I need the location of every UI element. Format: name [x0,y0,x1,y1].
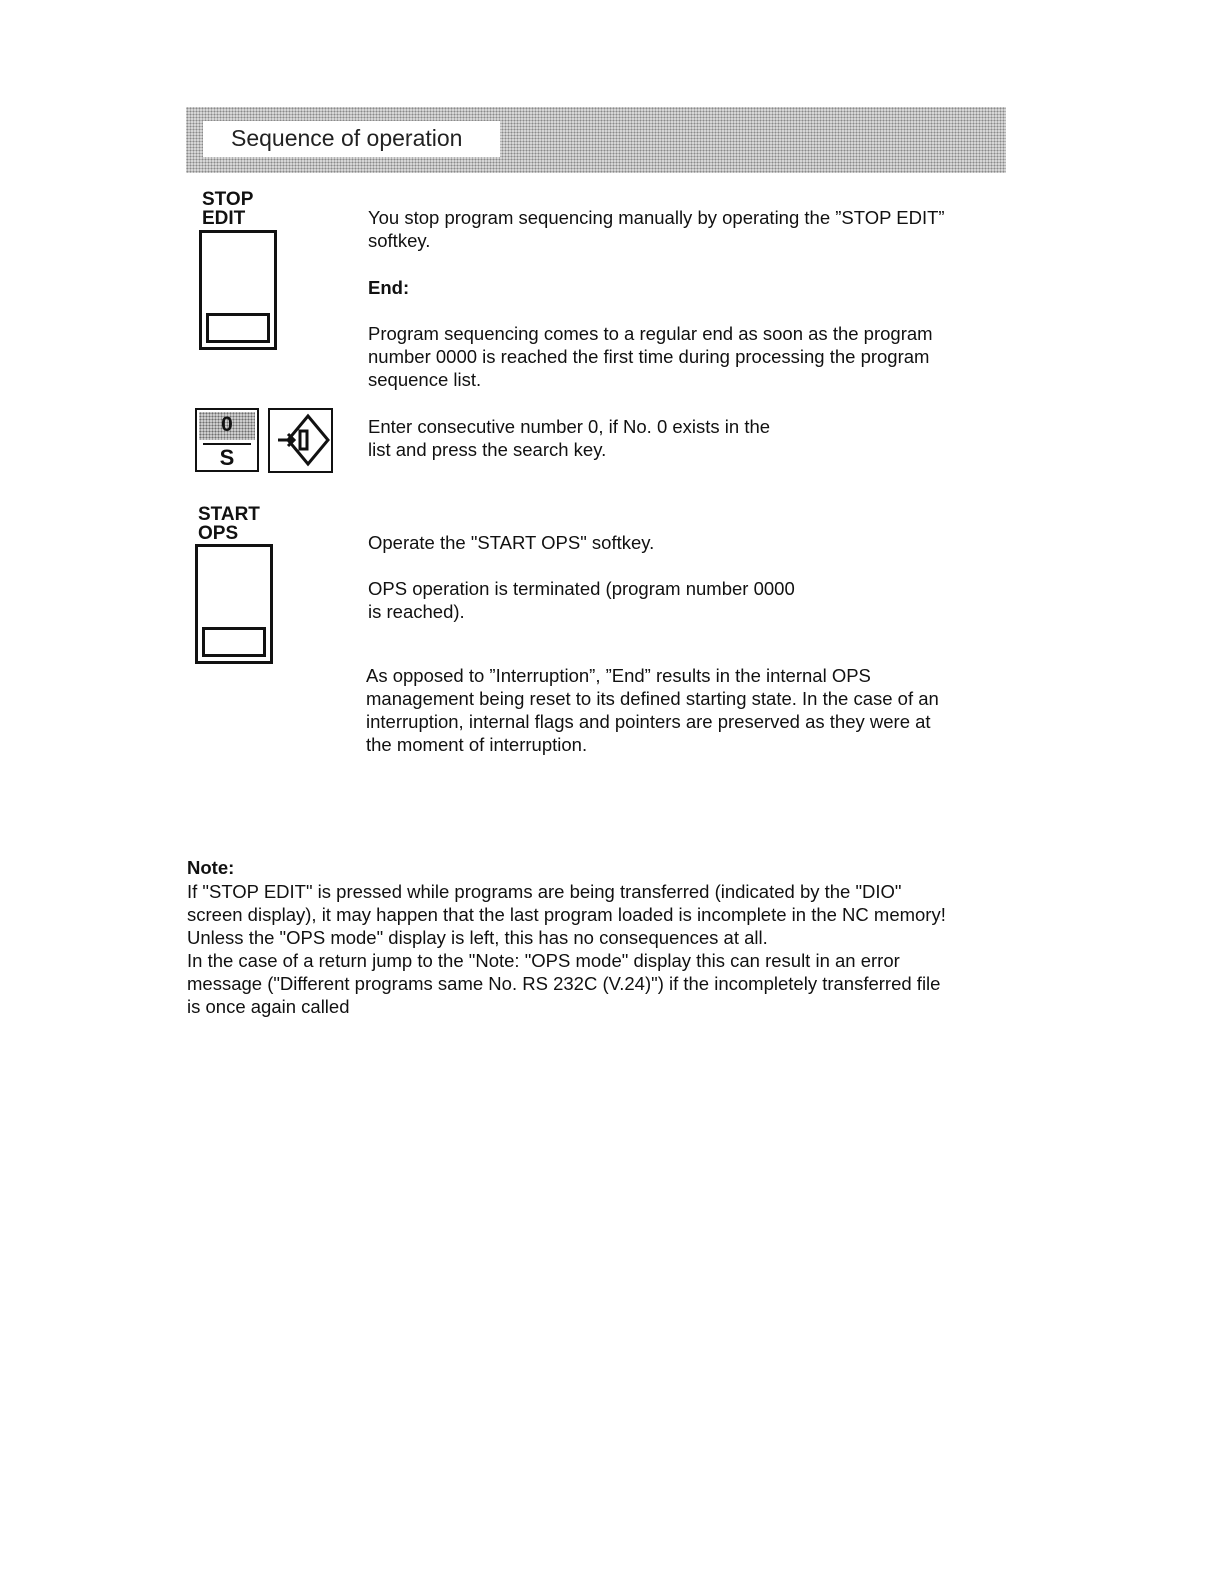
terminated-text-line1: OPS operation is terminated (program number 0000 [368,578,795,599]
stop-edit-label-line1: STOP [202,189,254,210]
softkey-inner-frame [206,313,270,343]
zero-s-key[interactable] [195,408,259,472]
key-letter-s: S [219,445,235,470]
opposed-text-line3: interruption, internal flags and pointers are preserved as they were at [366,711,931,732]
stop-edit-text-line1: You stop program sequencing manually by operating the ”STOP EDIT” [368,207,945,228]
end-text-line1: Program sequencing comes to a regular end as soon as the program [368,323,933,344]
note-line1: If "STOP EDIT" is pressed while programs are being transferred (indicated by the "DIO" [187,881,902,902]
key-digit-zero: 0 [221,413,233,436]
search-text-line2: list and press the search key. [368,439,607,460]
stop-edit-softkey[interactable] [199,230,277,350]
start-ops-label-line1: START [198,504,260,525]
page-title: Sequence of operation [231,125,463,151]
end-text-line3: sequence list. [368,369,482,390]
opposed-text-line4: the moment of interruption. [366,734,588,755]
search-key[interactable] [268,408,333,473]
note-line6: is once again called [187,996,350,1017]
opposed-text-line1: As opposed to ”Interruption”, ”End” results in the internal OPS [366,665,871,686]
start-ops-text: Operate the "START OPS" softkey. [368,532,655,553]
opposed-text-line2: management being reset to its defined starting state. In the case of an [366,688,939,709]
end-text-line2: number 0000 is reached the first time during processing the program [368,346,930,367]
note-line5: message ("Different programs same No. RS 232C (V.24)") if the incompletely transferred file [187,973,941,994]
softkey-inner-frame [202,627,266,657]
search-icon [270,410,331,471]
note-line4: In the case of a return jump to the "Note: "OPS mode" display this can result in an error [187,950,900,971]
start-ops-label-line2: OPS [198,523,239,544]
note-line3: Unless the "OPS mode" display is left, this has no consequences at all. [187,927,768,948]
start-ops-softkey[interactable] [195,544,273,664]
stop-edit-text-line2: softkey. [368,230,431,251]
note-line2: screen display), it may happen that the last program loaded is incomplete in the NC memory! [187,904,946,925]
note-heading: Note: [187,857,235,878]
stop-edit-label-line2: EDIT [202,208,246,229]
terminated-text-line2: is reached). [368,601,465,622]
end-heading: End: [368,277,410,298]
search-text-line1: Enter consecutive number 0, if No. 0 exists in the [368,416,771,437]
